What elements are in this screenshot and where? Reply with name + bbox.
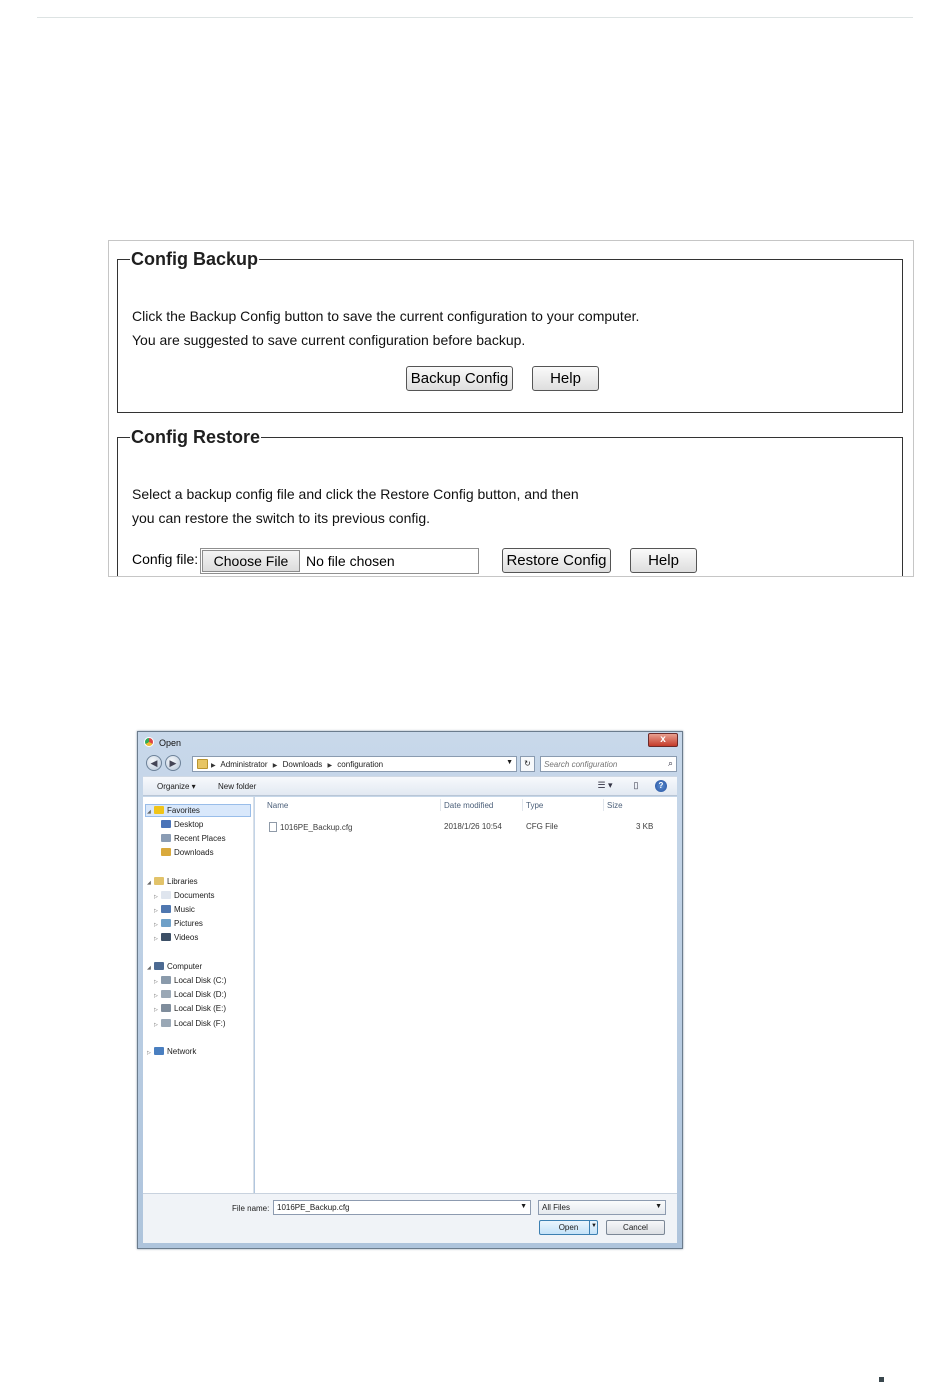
breadcrumb: [211, 760, 386, 769]
nav-desktop[interactable]: Desktop: [161, 820, 203, 829]
desktop-icon: [161, 820, 171, 828]
view-options-icon[interactable]: ☰ ▾: [597, 780, 613, 790]
cancel-button[interactable]: Cancel: [606, 1220, 665, 1235]
music-icon: [161, 905, 171, 913]
config-panel: [108, 240, 914, 577]
collapsed-arrow-icon: ▷: [154, 936, 158, 942]
dialog-titlebar[interactable]: [138, 732, 682, 754]
file-name-value: 1016PE_Backup.cfg: [277, 1203, 350, 1212]
restore-config-button[interactable]: Restore Config: [502, 548, 611, 573]
nav-favorites[interactable]: ◢ Favorites: [147, 806, 200, 815]
nav-recent-places[interactable]: Recent Places: [161, 834, 226, 843]
chevron-down-icon[interactable]: ▼: [655, 1203, 662, 1210]
backup-config-button[interactable]: Backup Config: [406, 366, 513, 391]
choose-file-button[interactable]: Choose File: [202, 550, 300, 572]
chrome-icon: [144, 737, 154, 747]
column-header-date[interactable]: Date modified: [444, 801, 494, 810]
recent-places-icon: [161, 834, 171, 842]
file-type-value: All Files: [542, 1203, 571, 1212]
nav-documents[interactable]: ▷ Documents: [154, 891, 215, 900]
new-folder-button[interactable]: New folder: [218, 782, 257, 791]
folder-icon: [197, 759, 208, 769]
disk-icon: [161, 990, 171, 998]
config-file-label: Config file:: [132, 551, 199, 567]
backup-description-line-1: Click the Backup Config button to save the current configuration to your computer.: [132, 308, 640, 324]
column-header-type[interactable]: Type: [526, 801, 544, 810]
collapsed-arrow-icon: ▷: [147, 1050, 151, 1056]
refresh-button[interactable]: ↻: [520, 756, 535, 772]
collapsed-arrow-icon: ▷: [154, 993, 158, 999]
pictures-icon: [161, 919, 171, 927]
column-header-name[interactable]: Name: [267, 801, 289, 810]
breadcrumb-separator-icon: ▶: [327, 763, 333, 769]
collapsed-arrow-icon: ▷: [154, 979, 158, 985]
collapsed-arrow-icon: ▷: [154, 908, 158, 914]
open-file-dialog: [137, 731, 683, 1249]
config-backup-section: [117, 249, 903, 413]
page-marker: [879, 1377, 884, 1382]
network-icon: [154, 1047, 164, 1055]
libraries-icon: [154, 877, 164, 885]
collapsed-arrow-icon: ▷: [154, 1007, 158, 1013]
computer-icon: [154, 962, 164, 970]
organize-menu[interactable]: Organize ▾: [157, 782, 196, 791]
open-button[interactable]: [539, 1220, 598, 1235]
file-name-input[interactable]: [273, 1200, 531, 1215]
nav-downloads[interactable]: Downloads: [161, 848, 214, 857]
backup-help-button[interactable]: Help: [532, 366, 599, 391]
videos-icon: [161, 933, 171, 941]
dialog-title: Open: [159, 738, 182, 748]
nav-libraries[interactable]: ◢ Libraries: [147, 877, 198, 886]
downloads-icon: [161, 848, 171, 856]
dialog-toolbar: [143, 776, 677, 796]
expanded-arrow-icon: ◢: [147, 809, 151, 815]
disk-icon: [161, 1004, 171, 1012]
breadcrumb-configuration[interactable]: configuration: [337, 760, 384, 769]
dialog-bottom-bar: [143, 1193, 677, 1243]
nav-pictures[interactable]: ▷ Pictures: [154, 919, 203, 928]
nav-disk-c[interactable]: ▷ Local Disk (C:): [154, 976, 227, 985]
file-type-cell: CFG File: [526, 822, 558, 831]
file-name-label: File name:: [232, 1204, 270, 1213]
cfg-file-icon: [269, 822, 277, 832]
backup-description-line-2: You are suggested to save current configuration before backup.: [132, 332, 526, 348]
config-backup-title: Config Backup: [131, 249, 259, 269]
column-divider[interactable]: [522, 799, 523, 811]
nav-disk-f[interactable]: ▷ Local Disk (F:): [154, 1019, 226, 1028]
search-input[interactable]: [544, 758, 656, 770]
disk-icon: [161, 1019, 171, 1027]
preview-pane-icon[interactable]: ▯: [633, 780, 639, 790]
file-type-select[interactable]: [538, 1200, 666, 1215]
collapsed-arrow-icon: ▷: [154, 922, 158, 928]
dialog-navigation-row: [138, 754, 682, 774]
nav-music[interactable]: ▷ Music: [154, 905, 195, 914]
search-icon[interactable]: ⌕: [667, 758, 673, 768]
open-dropdown-icon[interactable]: ▼: [589, 1220, 598, 1235]
help-icon[interactable]: ?: [655, 780, 667, 792]
config-restore-title: Config Restore: [131, 427, 261, 447]
config-file-input[interactable]: [200, 548, 479, 574]
star-icon: [154, 806, 164, 814]
documents-icon: [161, 891, 171, 899]
config-restore-section: [117, 427, 903, 577]
breadcrumb-separator-icon: ▶: [211, 763, 216, 769]
collapsed-arrow-icon: ▷: [154, 894, 158, 900]
breadcrumb-administrator[interactable]: Administrator: [220, 760, 268, 769]
nav-disk-d[interactable]: ▷ Local Disk (D:): [154, 990, 227, 999]
back-button[interactable]: ◀: [146, 755, 162, 771]
restore-description-line-1: Select a backup config file and click the Restore Config button, and then: [132, 486, 579, 502]
breadcrumb-separator-icon: ▶: [272, 763, 278, 769]
collapsed-arrow-icon: ▷: [154, 1022, 158, 1028]
nav-computer[interactable]: ◢ Computer: [147, 962, 203, 971]
restore-description-line-2: you can restore the switch to its previous config.: [132, 510, 431, 526]
expanded-arrow-icon: ◢: [147, 880, 151, 886]
breadcrumb-downloads[interactable]: Downloads: [282, 760, 323, 769]
navigation-pane: [143, 797, 254, 1193]
file-date-cell: 2018/1/26 10:54: [444, 822, 502, 831]
restore-help-button[interactable]: Help: [630, 548, 697, 573]
dialog-close-button[interactable]: x: [648, 733, 678, 747]
file-list-pane: [255, 797, 677, 1193]
column-header-size[interactable]: Size: [607, 801, 623, 810]
forward-button[interactable]: ▶: [165, 755, 181, 771]
top-rule: [37, 17, 913, 18]
search-box[interactable]: [540, 756, 677, 772]
chevron-down-icon[interactable]: ▼: [520, 1203, 527, 1210]
expanded-arrow-icon: ◢: [147, 965, 151, 971]
address-bar[interactable]: [192, 756, 517, 772]
nav-network[interactable]: ▷ Network: [147, 1047, 197, 1056]
disk-icon: [161, 976, 171, 984]
file-size-cell: 3 KB: [636, 822, 654, 831]
no-file-chosen-text: No file chosen: [306, 553, 395, 569]
open-button-label: Open: [558, 1223, 579, 1232]
nav-disk-e[interactable]: ▷ Local Disk (E:): [154, 1004, 227, 1013]
column-divider[interactable]: [603, 799, 604, 811]
address-dropdown-icon[interactable]: ▼: [506, 759, 513, 766]
file-name-cell: 1016PE_Backup.cfg: [269, 822, 353, 832]
column-divider[interactable]: [440, 799, 441, 811]
nav-videos[interactable]: ▷ Videos: [154, 933, 199, 942]
